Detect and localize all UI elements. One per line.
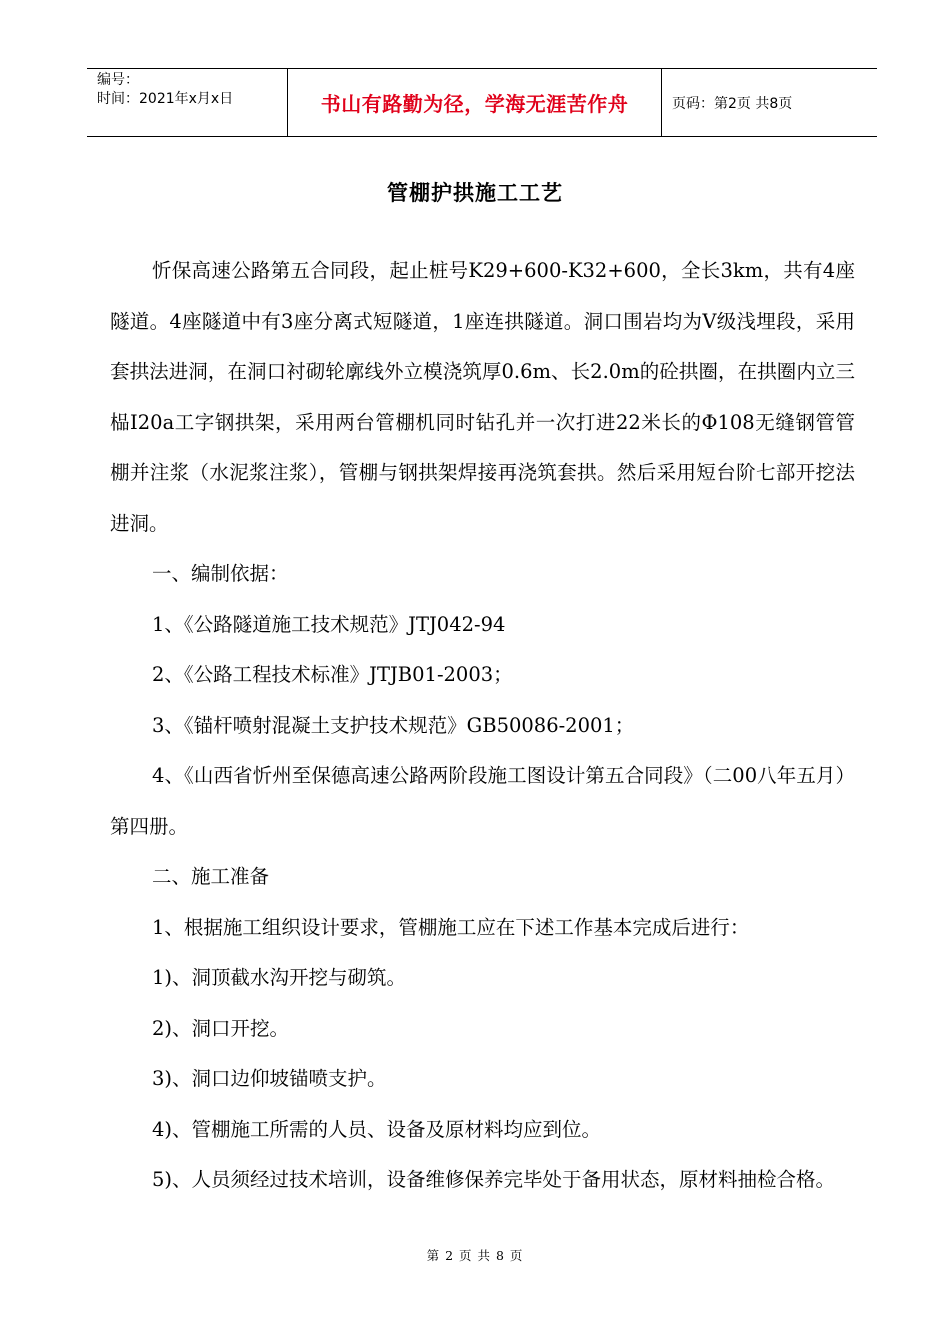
preparation-subitem-2: 2)、洞口开挖。 — [152, 1016, 290, 1040]
header-motto: 书山有路勤为径，学海无涯苦作舟 — [288, 69, 662, 136]
preparation-subitem-1: 1)、洞顶截水沟开挖与砌筑。 — [152, 966, 407, 989]
section-heading-basis: 一、编制依据： — [152, 562, 289, 585]
page-footer: 第 2 页 共 8 页 — [426, 1248, 524, 1263]
basis-item-1: 1、《公路隧道施工技术规范》JTJ042-94 — [152, 612, 506, 636]
basis-item-4: 4、《山西省忻州至保德高速公路两阶段施工图设计第五合同段》（二00八年五月）第四册。 — [110, 764, 855, 838]
document-title: 管棚护拱施工工艺 — [387, 181, 563, 205]
basis-item-2: 2、《公路工程技术标准》JTJB01-2003； — [152, 663, 513, 686]
document-number-label: 编号： — [97, 72, 139, 88]
page-header — [87, 68, 877, 137]
intro-paragraph: 忻保高速公路第五合同段，起止桩号K29+600-K32+600，全长3km，共有4座隧道。4座隧道中有3座分离式短隧道，1座连拱隧道。洞口围岩均为Ⅴ级浅埋段，采用套拱法进洞，在洞口衬砌轮廓线外立模浇筑厚0.6m、长2.0m的砼拱圈，在拱圈内立三榀I20a工字钢拱架，采用两台管棚机同时钻孔并一次打进22米长的Φ108无缝钢管管棚并注浆（水泥浆注浆），管棚与钢拱架焊接再浇筑套拱。然后采用短台阶七部开挖法进洞。 — [110, 259, 855, 535]
preparation-subitem-5: 5)、人员须经过技术培训，设备维修保养完毕处于备用状态，原材料抽检合格。 — [152, 1168, 836, 1191]
preparation-item-1: 1、根据施工组织设计要求，管棚施工应在下述工作基本完成后进行： — [152, 915, 750, 939]
preparation-subitem-3: 3)、洞口边仰坡锚喷支护。 — [152, 1067, 387, 1090]
basis-item-3: 3、《锚杆喷射混凝土支护技术规范》GB50086-2001； — [152, 713, 635, 737]
header-page-info: 页码：第2页 共8页 — [672, 95, 793, 112]
document-body — [110, 246, 855, 1206]
preparation-subitem-4: 4)、管棚施工所需的人员、设备及原材料均应到位。 — [152, 1117, 602, 1141]
header-meta-cell — [87, 69, 288, 136]
section-heading-preparation: 二、施工准备 — [152, 865, 270, 888]
document-time-label: 时间：2021年x月x日 — [97, 91, 234, 107]
